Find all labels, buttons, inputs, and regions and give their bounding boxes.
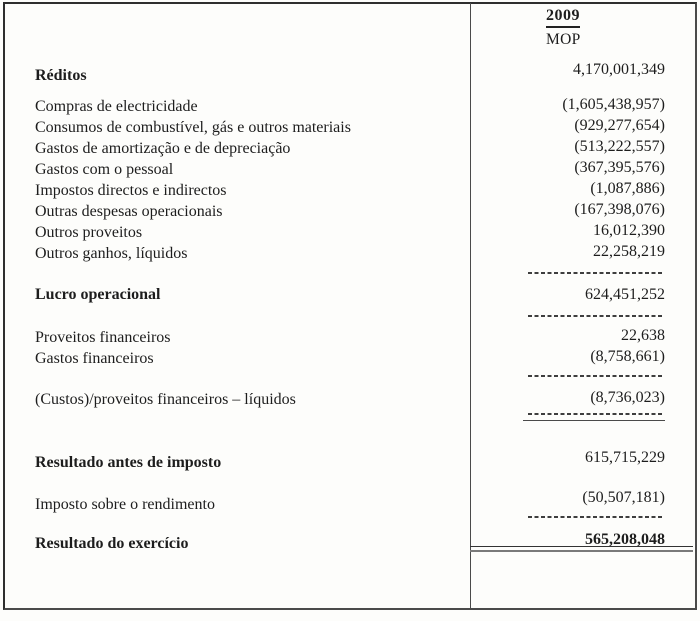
row-value: (929,277,654) — [574, 117, 665, 134]
row-value: (50,507,181) — [582, 489, 665, 506]
statement-row — [0, 327, 700, 348]
double-rule — [470, 546, 693, 552]
statement-row — [0, 96, 700, 117]
row-label: Impostos directos e indirectos — [35, 182, 227, 199]
year-header: 2009 — [546, 7, 580, 28]
row-label: Réditos — [35, 67, 87, 84]
dashed-separator — [528, 516, 663, 518]
statement-row — [0, 201, 700, 222]
row-label: Consumos de combustível, gás e outros materiais — [35, 119, 351, 136]
row-label: Gastos de amortização e de depreciação — [35, 140, 291, 157]
statement-row — [0, 222, 700, 243]
row-label: Outros ganhos, líquidos — [35, 245, 188, 262]
dashed-separator — [528, 315, 663, 317]
statement-row — [0, 449, 700, 473]
row-label: Compras de electricidade — [35, 98, 198, 115]
row-value: (367,395,576) — [574, 159, 665, 176]
row-label: Lucro operacional — [35, 286, 161, 303]
row-value: (1,087,886) — [590, 180, 665, 197]
value-column-header — [546, 7, 581, 49]
row-label: Imposto sobre o rendimento — [35, 496, 215, 513]
statement-row — [0, 348, 700, 369]
dashed-separator — [528, 375, 663, 377]
row-value: (167,398,076) — [574, 201, 665, 218]
row-label: Resultado antes de imposto — [35, 454, 222, 471]
statement-row — [0, 159, 700, 180]
row-value: 624,451,252 — [585, 286, 665, 303]
row-value: 22,258,219 — [593, 243, 665, 260]
row-value: 22,638 — [621, 327, 665, 344]
statement-row — [0, 180, 700, 201]
statement-row — [0, 489, 700, 515]
row-label: Resultado do exercício — [35, 535, 189, 552]
statement-row — [0, 117, 700, 138]
row-label: (Custos)/proveitos financeiros – líquidos — [35, 391, 296, 408]
row-value: (8,736,023) — [590, 389, 665, 406]
row-value: (513,222,557) — [574, 138, 665, 155]
statement-row — [0, 61, 700, 86]
statement-row — [0, 243, 700, 264]
row-value: 16,012,390 — [593, 222, 665, 239]
row-value: (1,605,438,957) — [562, 96, 665, 113]
solid-separator — [523, 420, 665, 421]
row-value: 4,170,001,349 — [573, 61, 665, 78]
dashed-separator — [528, 413, 663, 415]
currency-header: MOP — [546, 31, 581, 48]
row-label: Outras despesas operacionais — [35, 203, 223, 220]
row-value: 615,715,229 — [585, 449, 665, 466]
statement-row — [0, 284, 700, 305]
column-divider — [470, 3, 471, 609]
statement-row — [0, 389, 700, 410]
row-value: 565,208,048 — [585, 531, 665, 548]
row-label: Gastos com o pessoal — [35, 161, 174, 178]
row-label: Proveitos financeiros — [35, 329, 171, 346]
row-label: Gastos financeiros — [35, 350, 154, 367]
row-value: (8,758,661) — [590, 348, 665, 365]
statement-row — [0, 138, 700, 159]
dashed-separator — [528, 272, 663, 274]
row-label: Outros proveitos — [35, 224, 143, 241]
